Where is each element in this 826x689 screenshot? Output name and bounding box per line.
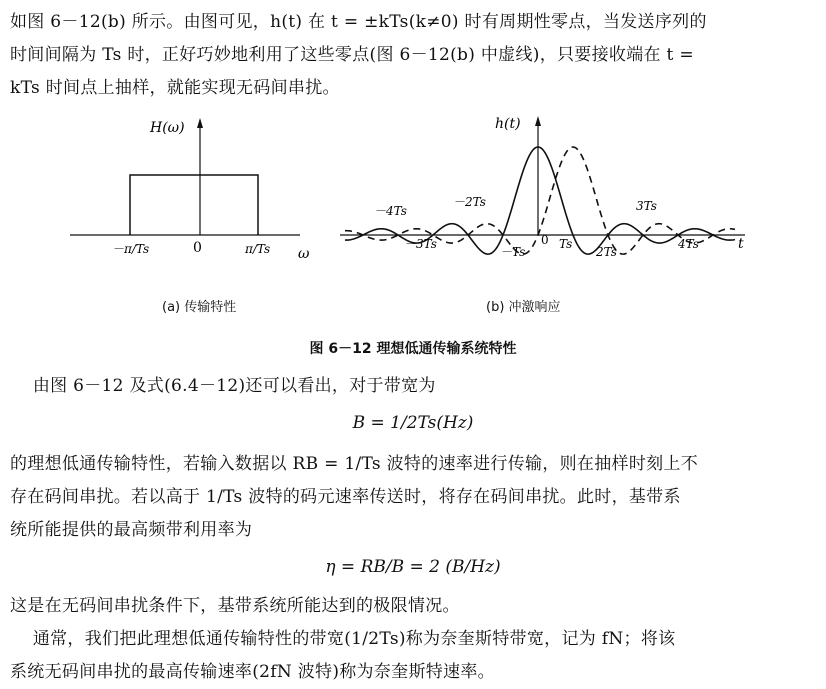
figure-title: 图 6－12 理想低通传输系统特性 [309,341,517,357]
panel-b-label-m3ts: －3Ts [404,237,437,251]
panel-a-tick-pos: π/Ts [245,242,271,256]
panel-b-label-3ts: 3Ts [636,199,657,213]
panel-b-label-m2ts: －2Ts [453,195,486,209]
panel-a-x-label: ω [298,246,310,262]
paragraph-3: 的理想低通传输特性，若输入数据以 RB = 1/Ts 波特的速率进行传输，则在抽样时刻上不 存在码间串扰。若以高于 1/Ts 波特的码元速率传送时，将存在码间串扰。此时，基带系 统所能提供的最高频带利用率为 [10,454,699,540]
paragraph-1: 如图 6－12(b) 所示。由图可见，h(t) 在 t = ±kTs(k≠0) 时有周期性零点，当发送序列的 时间间隔为 Ts 时，正好巧妙地利用了这些零点(图 6－12(b) 中虚线)，只要接收端在 t = kTs 时间点上抽样，就能实现无码间串扰。 [10,12,707,98]
panel-a-caption: (a) 传输特性 [162,300,237,315]
panel-b-label-zero: 0 [541,233,549,247]
panel-a-tick-zero: 0 [193,240,202,256]
paragraph-4: 这是在无码间串扰条件下，基带系统所能达到的极限情况。 通常，我们把此理想低通传输特性的带宽(1/2Ts)称为奈奎斯特带宽，记为 fN；将该 系统无码间串扰的最高传输速率(2fN 波特)称为奈奎斯特速率。 [10,596,676,682]
equation-bandwidth: B = 1/2Ts(Hz) [352,413,474,433]
figure-6-12 [0,100,826,340]
panel-b-label-mts: －Ts [500,245,526,259]
panel-b-y-label: h(t) [495,116,521,132]
panel-b-label-ts: Ts [559,237,573,251]
panel-b-y-arrow [535,116,541,126]
panel-a-tick-neg: －π/Ts [112,242,150,256]
paragraph-2: 由图 6－12 及式(6.4－12)还可以看出，对于带宽为 [10,376,436,396]
panel-b-x-label: t [738,236,744,252]
panel-a-y-label: H(ω) [150,120,185,136]
panel-b-caption: (b) 冲激响应 [486,300,561,315]
panel-b-label-4ts: 4Ts [678,237,699,251]
equation-efficiency: η = RB/B = 2 (B/Hz) [325,557,501,577]
panel-a-y-arrow [197,118,203,128]
panel-b-label-m4ts: －4Ts [374,204,407,218]
panel-a-transfer-characteristic [0,100,826,340]
panel-b-label-2ts: 2Ts [596,245,617,259]
panel-a-rect [130,175,258,235]
